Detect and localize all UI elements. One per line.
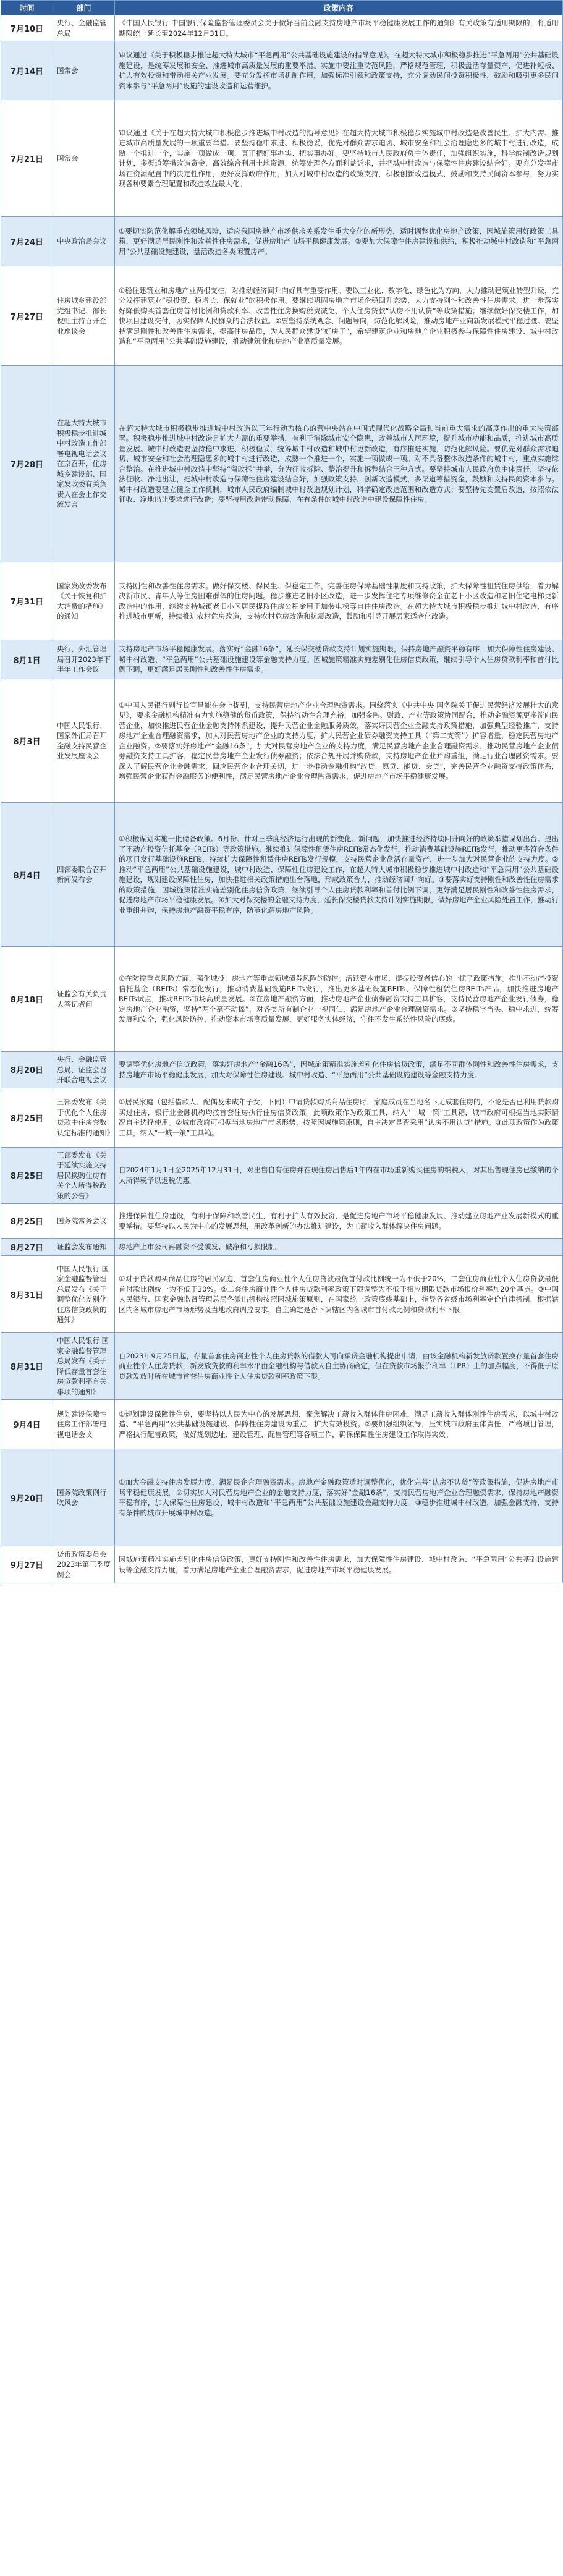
row-content: ①居民家庭（包括借款人、配偶及未成年子女，下同）申请贷款购买商品住房时，家庭成员在当地名下无成套住房的，不论是否已利用贷款购买过住房，银行业金融机构均按首套住房执行住房信贷政策。此项政策作为政策工具，纳入“一城一策”工具箱，城市政府可根据当地实际情况自主选择使用。②城市政府可根据当地房地产市场形势，按照因城施策原则，自主决定是否采用“认房不用认贷”措施。③此项政策作为政策工具，纳入“一城一策”工具箱。 bbox=[115, 1088, 563, 1147]
row-content: ①加大金融支持住房发展力度，满足民企合理融资需求。房地产金融政策适时调整优化，优化完善“认房不认贷”等政策措施，促进房地产市场平稳健康发展。②切实加大对民营房地产企业的金融支持力度，落实好“金融16条”，支持民营房地产企业合理融资需求，保持房地产融资平稳有序，加大保障性住房建设、城中村改造和“平急两用”公共基础设施建设金融支持力度。③稳步推进城中村改造，加强金融支持，支持有条件的城市开展城中村改造。 bbox=[115, 1449, 563, 1546]
row-date: 8月1日 bbox=[1, 640, 53, 679]
row-dept: 央行、金融监管总局、证监会召开联合电视会议 bbox=[53, 1052, 115, 1088]
row-date: 9月27日 bbox=[1, 1546, 53, 1583]
row-dept: 中国人民银行、国家外汇局召开金融支持民营企业发展座谈会 bbox=[53, 679, 115, 803]
row-date: 8月31日 bbox=[1, 1333, 53, 1400]
table-row bbox=[1, 1052, 563, 1088]
row-date: 7月10日 bbox=[1, 15, 53, 41]
row-content: 推进保障性住房建设，有利于保障和改善民生，有利于扩大有效投资，是促进房地产市场平稳健康发展、推动建立房地产业发展新模式的重要举措。要坚持以人民为中心的发展思想，用改革创新的办法推进建设，为工薪收入群体解决住房问题。 bbox=[115, 1204, 563, 1239]
table-row bbox=[1, 947, 563, 1052]
row-date: 8月25日 bbox=[1, 1204, 53, 1239]
row-content: 房地产上市公司再融资不受破发、破净和亏损限制。 bbox=[115, 1239, 563, 1256]
table-row bbox=[1, 1256, 563, 1333]
row-dept: 中国人民银行 国家金融监督管理总局发布《关于降低存量首套住房贷款利率有关事项的通知》 bbox=[53, 1333, 115, 1400]
row-date: 7月31日 bbox=[1, 562, 53, 640]
row-content: ①中国人民银行副行长宣昌能在会上提到，支持民营房地产企业合理融资需求。围绕落实《中共中央 国务院关于促进民营经济发展壮大的意见》，要求金融机构精准有力实施稳健的货币政策，保持流动性合理充裕，加强金融、财政、产业等政策协同配合，推动金融资源更多流向民营企业，加快推进民营企业金融支持体系建设，提升民营企业金融服务质效，落实好民营企业金融支持政策措施，加强典型经验推广，支持房地产企业合理融资需求，加大对民营房地产企业的支持力度，扩大民营企业债券融资支持工具（“第二支箭”）扩容增量，稳定民营房地产企业融资。②要落实好房地产“金融16条”，加大对民营房地产企业的支持力度，满足民营房地产企业合理融资需求，推动民营房地产企业债券融资支持工具扩容，稳定民营房地产企业发行债券融资；依法合规开展并购贷款，支持房地产企业并购重组，满足行业合理融资需求。要深入了解民营企业金融需求，回应民营企业合理关切，进一步推动金融机构“敢贷、愿贷、能贷、会贷”，完善民营企业融资支持政策体系，增强民营企业获得金融服务的便利性，满足民营房地产企业合理融资需求，促进房地产市场平稳健康发展。 bbox=[115, 679, 563, 803]
header-date: 时间 bbox=[1, 1, 53, 15]
table-row bbox=[1, 1333, 563, 1400]
row-content: 要调整优化房地产信贷政策，落实好房地产“金融16条”，因城施策精准实施差别化住房信贷政策，满足不同群体刚性和改善性住房需求，支持房地产市场平稳健康发展，加大对保障性住房建设、城中村改造、“平急两用”公共基础设施建设等金融支持力度。 bbox=[115, 1052, 563, 1088]
row-date: 8月27日 bbox=[1, 1239, 53, 1256]
row-date: 9月4日 bbox=[1, 1400, 53, 1449]
row-date: 7月24日 bbox=[1, 217, 53, 266]
table-row bbox=[1, 217, 563, 266]
row-content: 支持房地产市场平稳健康发展。落实好“金融16条”，延长保交楼贷款支持计划实施期限，保持房地产融资平稳有序，加大保障性住房建设、城中村改造、“平急两用”公共基础设施建设等金融支持力度。因城施策精准实施差别化住房信贷政策，继续引导个人住房贷款利率和首付比例下调，更好满足居民刚性和改善性住房需求。 bbox=[115, 640, 563, 679]
row-dept: 住房城乡建设部党组书记、部长倪虹主持召开企业座谈会 bbox=[53, 266, 115, 366]
table-row bbox=[1, 640, 563, 679]
row-date: 7月28日 bbox=[1, 366, 53, 562]
row-dept: 三部委发布《关于延续实施支持居民换购住房有关个人所得税政策的公告》 bbox=[53, 1147, 115, 1204]
row-dept: 国务院常务会议 bbox=[53, 1204, 115, 1239]
row-dept: 央行、外汇管理局召开2023年下半年工作会议 bbox=[53, 640, 115, 679]
row-content: 在超大特大城市积极稳步推进城中村改造以三年行动为核心的营中央站在中国式现代化战略全局和当前重大需求的高度作出的重大决策部署。积极稳步推进城中村改造是扩大内需的重要举措，有利于消除城市安全隐患，改善城市人居环境，提升城市功能和品质，推进城市高质量发展。城中村改造要坚持稳中求进、积极稳妥，统筹城中村改造和城中村更新改造，有序推进实施，防范化解风险。要优先对群众需求迫切、城市安全和社会治理隐患多的城中村进行改造，成熟一个推进一个，实施一项做成一项。对不具备整体改造条件的城中村，重点实施综合整治。在推进城中村改造中坚持“留改拆”并举，分为征收拆除、整治提升和拆整结合三种方式。要坚持城市人民政府负主体责任，坚持依法征收、净地出让，把城中村改造与保障性住房建设结合好，加强政策支持，创新改造模式，多渠道筹措资金，鼓励和支持民间资本参与。城中村改造要建立健全工作机制，城市人民政府编制城中村改造规划计划，科学确定改造范围和改造方式；要坚持先安置后改造，按照依法征收、净地出让要求进行改造；要坚持用改造带动保障，在有条件的城中村改造中建设保障性住房。 bbox=[115, 366, 563, 562]
table-row bbox=[1, 100, 563, 217]
table-header-row bbox=[1, 1, 563, 15]
row-dept: 国常会 bbox=[53, 100, 115, 217]
table-row bbox=[1, 562, 563, 640]
row-content: ①对于贷款购买商品住房的居民家庭，首套住房商业性个人住房贷款最低首付款比例统一为不低于20%，二套住房商业性个人住房贷款最低首付款比例统一为不低于30%。②二套住房商业性个人住房贷款利率政策下限调整为不低于相应期限贷款市场报价利率加20个基点。③中国人民银行、国家金融监督管理总局各派出机构按照因城施策原则，在国家统一政策底线基础上，指导各省级市场利率定价自律机制，根据辖区内各城市房地产市场形势及当地政府调控要求，自主确定是否下调辖区内各城市首付款比例和贷款利率下限。 bbox=[115, 1256, 563, 1333]
row-dept: 货币政策委员会2023年第三季度例会 bbox=[53, 1546, 115, 1583]
row-dept: 四部委联合召开新闻发布会 bbox=[53, 803, 115, 947]
row-date: 7月14日 bbox=[1, 41, 53, 100]
header-content: 政策内容 bbox=[115, 1, 563, 15]
table-row bbox=[1, 1147, 563, 1204]
table-row bbox=[1, 266, 563, 366]
table-row bbox=[1, 1449, 563, 1546]
row-dept: 国家发改委发布《关于恢复和扩大消费的措施》的通知 bbox=[53, 562, 115, 640]
row-date: 8月25日 bbox=[1, 1088, 53, 1147]
row-content: ①在防控重点风险方面，强化城投、房地产等重点领域债券风险的防控。活跃资本市场、提振投资者信心的一揽子政策措施。推出不动产投资信托基金（REITs）常态化发行，推动消费基础设施REITs发行，推出更多基础设施REITs、保障性租赁住房REITs产品，加快推进房地产REITs试点，推动REITs市场高质量发展。②在房地产融资方面，推动房地产企业债券融资支持工具扩容，支持民营房地产企业发行债券，稳定房地产企业融资，坚持“两个毫不动摇”，对各类所有制企业一视同仁，满足房地产企业合理融资需求。③坚持稳字当头、稳中求进，统筹发展和安全，强化风险防控，推动资本市场高质量发展，更好服务实体经济，守住不发生系统性风险的底线。 bbox=[115, 947, 563, 1052]
row-content: ①稳住建筑业和房地产业两根支柱，对推动经济回升向好具有重要作用。要以工业化、数字化、绿色化为方向，大力推动建筑业转型升级，充分发挥建筑业“稳投资、稳增长、保就业”的积极作用。要继续巩固房地产市场企稳回升态势，大力支持刚性和改善性住房需求。进一步落实好降低购买首套住房首付比例和贷款利率、改善性住房换购税费减免、个人住房贷款“认房不用认贷”等政策措施；继续做好保交楼工作，加快项目建设交付，切实保障人民群众的合法权益。②要坚持系统观念、问题导向，防范化解风险，推动房地产业向新发展模式平稳过渡。要坚持满足刚性和改善性住房需求，提高住房品质，为人民群众建设“好房子”，希望建筑企业和房地产企业积极参与保障性住房建设、城中村改造和“平急两用”公共基础设施建设，推动建筑业和房地产业高质量发展。 bbox=[115, 266, 563, 366]
table-row bbox=[1, 1400, 563, 1449]
row-dept: 在超大特大城市积极稳步推进城中村改造工作部署电视电话会议在京召开，住房城乡建设部、国家发改委有关负责人在会上作交流发言 bbox=[53, 366, 115, 562]
table-row bbox=[1, 1546, 563, 1583]
table-row bbox=[1, 803, 563, 947]
table-row bbox=[1, 1088, 563, 1147]
row-dept: 中央政治局会议 bbox=[53, 217, 115, 266]
row-content: ①规划建设保障性住房，要坚持以人民为中心的发展思想，聚焦解决工薪收入群体住房困难，满足工薪收入群体刚性住房需求，以城中村改造、“平急两用”公共基础设施建设、保障性住房建设为重点，扩大有效投资。②要加强组织领导，压实城市政府主体责任，严格项目管理，严格执行配售政策，做好规划选址、建设管理、配售管理等各项工作，确保保障性住房建设工作取得实效。 bbox=[115, 1400, 563, 1449]
row-date: 8月3日 bbox=[1, 679, 53, 803]
row-content: 支持刚性和改善性住房需求。做好保交楼、保民生、保稳定工作，完善住房保障基础性制度和支持政策，扩大保障性租赁住房供给，着力解决新市民、青年人等住房困难群体的住房问题。稳步推进老旧小区改造，进一步发挥住宅专项维修资金在老旧小区改造和老旧住宅电梯更新改造中的作用，继续支持城镇老旧小区居民提取住房公积金用于加装电梯等自住住房改造。在超大特大城市积极稳步推进城中村改造，有序推进城市更新，持续推进农村危房改造，支持农村危房改造和抗震改造，鼓励和引导开展居家适老化改造。 bbox=[115, 562, 563, 640]
row-dept: 央行、金融监管总局 bbox=[53, 15, 115, 41]
row-content: 审议通过《关于积极稳步推进超大特大城市“平急两用”公共基础设施建设的指导意见》。在超大特大城市积极稳步推进“平急两用”公共基础设施建设，是统筹发展和安全、推进城市高质量发展的重要举措。实施中要注重防范风险，严格规范管理，积极盘活存量资产，促进补短板、扩大有效投资和带动相关产业发展。要充分发挥市场机制作用，加强标准引领和政策支持，充分调动民间投资积极性，鼓励和吸引更多民间资本参与“平急两用”设施的建设改造和运营维护。 bbox=[115, 41, 563, 100]
row-date: 8月20日 bbox=[1, 1052, 53, 1088]
row-dept: 国常会 bbox=[53, 41, 115, 100]
header-dept: 部门 bbox=[53, 1, 115, 15]
table-row bbox=[1, 679, 563, 803]
table-row bbox=[1, 1204, 563, 1239]
row-content: 自2024年1月1日至2025年12月31日，对出售自有住房并在现住房出售后1年内在市场重新购买住房的纳税人，对其出售现住房已缴纳的个人所得税予以退税优惠。 bbox=[115, 1147, 563, 1204]
row-content: ①积极谋划实施一批储备政策。6月份、针对三季度经济运行出现的新变化、新问题，加快推进经济持续回升向好的政策举措谋划出台。提出了不动产投资信托基金（REITs）等政策措施。继续推进保障性租赁住房REITs常态化发行，推动消费基础设施REITs发行，推动更多符合条件的项目发行基础设施REITs，持续扩大保障性租赁住房REITs发行规模，支持民营企业盘活存量资产，进一步加大对民营企业的支持力度。②推动“平急两用”公共基础设施建设，城中村改造、保障性住房建设工作，在超大特大城市积极稳步推进城中村改造和“平急两用”公共基础设施建设，规划建设保障性住房，加快推进相关政策措施出台落地，形成政策合力，推动经济回升向好。③要落实好支持刚性和改善性住房需求的政策措施，因城施策精准实施差别化住房信贷政策，继续引导个人住房贷款利率和首付比例下调，更好满足居民刚性和改善性住房需求，促进房地产市场平稳健康发展。④加大对保交楼的金融支持力度，延长保交楼贷款支持计划实施期限，做好房地产企业风险处置工作，推动行业重组并购，保持房地产融资平稳有序，防范化解房地产风险。 bbox=[115, 803, 563, 947]
row-date: 9月20日 bbox=[1, 1449, 53, 1546]
row-content: 审议通过《关于在超大特大城市积极稳步推进城中村改造的指导意见》在超大特大城市积极稳步实施城中村改造是改善民生、扩大内需、推进城市高质量发展的一项重要举措。要坚持稳中求进、积极稳妥，优先对群众需求迫切、城市安全和社会治理隐患多的城中村进行改造，成熟一个推进一个，实施一项做成一项，真正把好事办实、把实事办好。要坚持城市人民政府负主体责任，加强组织实施，科学编制改造规划计划，多渠道筹措改造资金，高效综合利用土地资源，统筹处理各方面利益诉求，并把城中村改造与保障性住房建设结合好。要充分发挥市场在资源配置中的决定性作用，更好发挥政府作用，加大对城中村改造的政策支持，积极创新改造模式，鼓励和支持民间资本参与，努力实现各种要素合理配置和改造效益最大化。 bbox=[115, 100, 563, 217]
policy-table bbox=[1, 0, 563, 1583]
row-date: 8月25日 bbox=[1, 1147, 53, 1204]
row-date: 8月18日 bbox=[1, 947, 53, 1052]
row-dept: 证监会发布通知 bbox=[53, 1239, 115, 1256]
table-row bbox=[1, 1239, 563, 1256]
row-dept: 证监会有关负责人答记者问 bbox=[53, 947, 115, 1052]
row-dept: 中国人民银行 国家金融监督管理总局发布《关于调整优化差别化住房信贷政策的通知》 bbox=[53, 1256, 115, 1333]
row-content: ①要切实防范化解重点领域风险，适应我国房地产市场供求关系发生重大变化的新形势，适时调整优化房地产政策，因城施策用好政策工具箱，更好满足居民刚性和改善性住房需求，促进房地产市场平稳健康发展。②要加大保障性住房建设和供给，积极推动城中村改造和“平急两用”公共基础设施建设，盘活改造各类闲置房产。 bbox=[115, 217, 563, 266]
row-content: 《中国人民银行 中国银行保险监督管理委员会关于做好当前金融支持房地产市场平稳健康发展工作的通知》有关政策有适用期限的，将适用期限统一延长至2024年12月31日。 bbox=[115, 15, 563, 41]
row-date: 8月4日 bbox=[1, 803, 53, 947]
row-date: 7月27日 bbox=[1, 266, 53, 366]
row-content: 自2023年9月25日起，存量首套住房商业性个人住房贷款的借款人可向承贷金融机构提出申请，由该金融机构新发放贷款置换存量首套住房商业性个人住房贷款，新发放贷款的利率水平由金融机构与借款人自主协商确定，但在贷款市场报价利率（LPR）上的加点幅度，不得低于原贷款发放时所在城市首套住房商业性个人住房贷款利率政策下限。 bbox=[115, 1333, 563, 1400]
table-row bbox=[1, 41, 563, 100]
row-dept: 三部委发布《关于优化个人住房贷款中住房套数认定标准的通知》 bbox=[53, 1088, 115, 1147]
row-date: 8月31日 bbox=[1, 1256, 53, 1333]
row-dept: 国务院政策例行吹风会 bbox=[53, 1449, 115, 1546]
row-dept: 规划建设保障性住房工作部署电视电话会议 bbox=[53, 1400, 115, 1449]
table-row bbox=[1, 366, 563, 562]
row-date: 7月21日 bbox=[1, 100, 53, 217]
row-content: 因城施策精准实施差别化住房信贷政策，更好支持刚性和改善性住房需求，加大保障性住房建设、城中村改造、“平急两用”公共基础设施建设等金融支持力度，着力满足房地产企业合理融资需求，促进房地产市场平稳健康发展。 bbox=[115, 1546, 563, 1583]
table-row bbox=[1, 15, 563, 41]
